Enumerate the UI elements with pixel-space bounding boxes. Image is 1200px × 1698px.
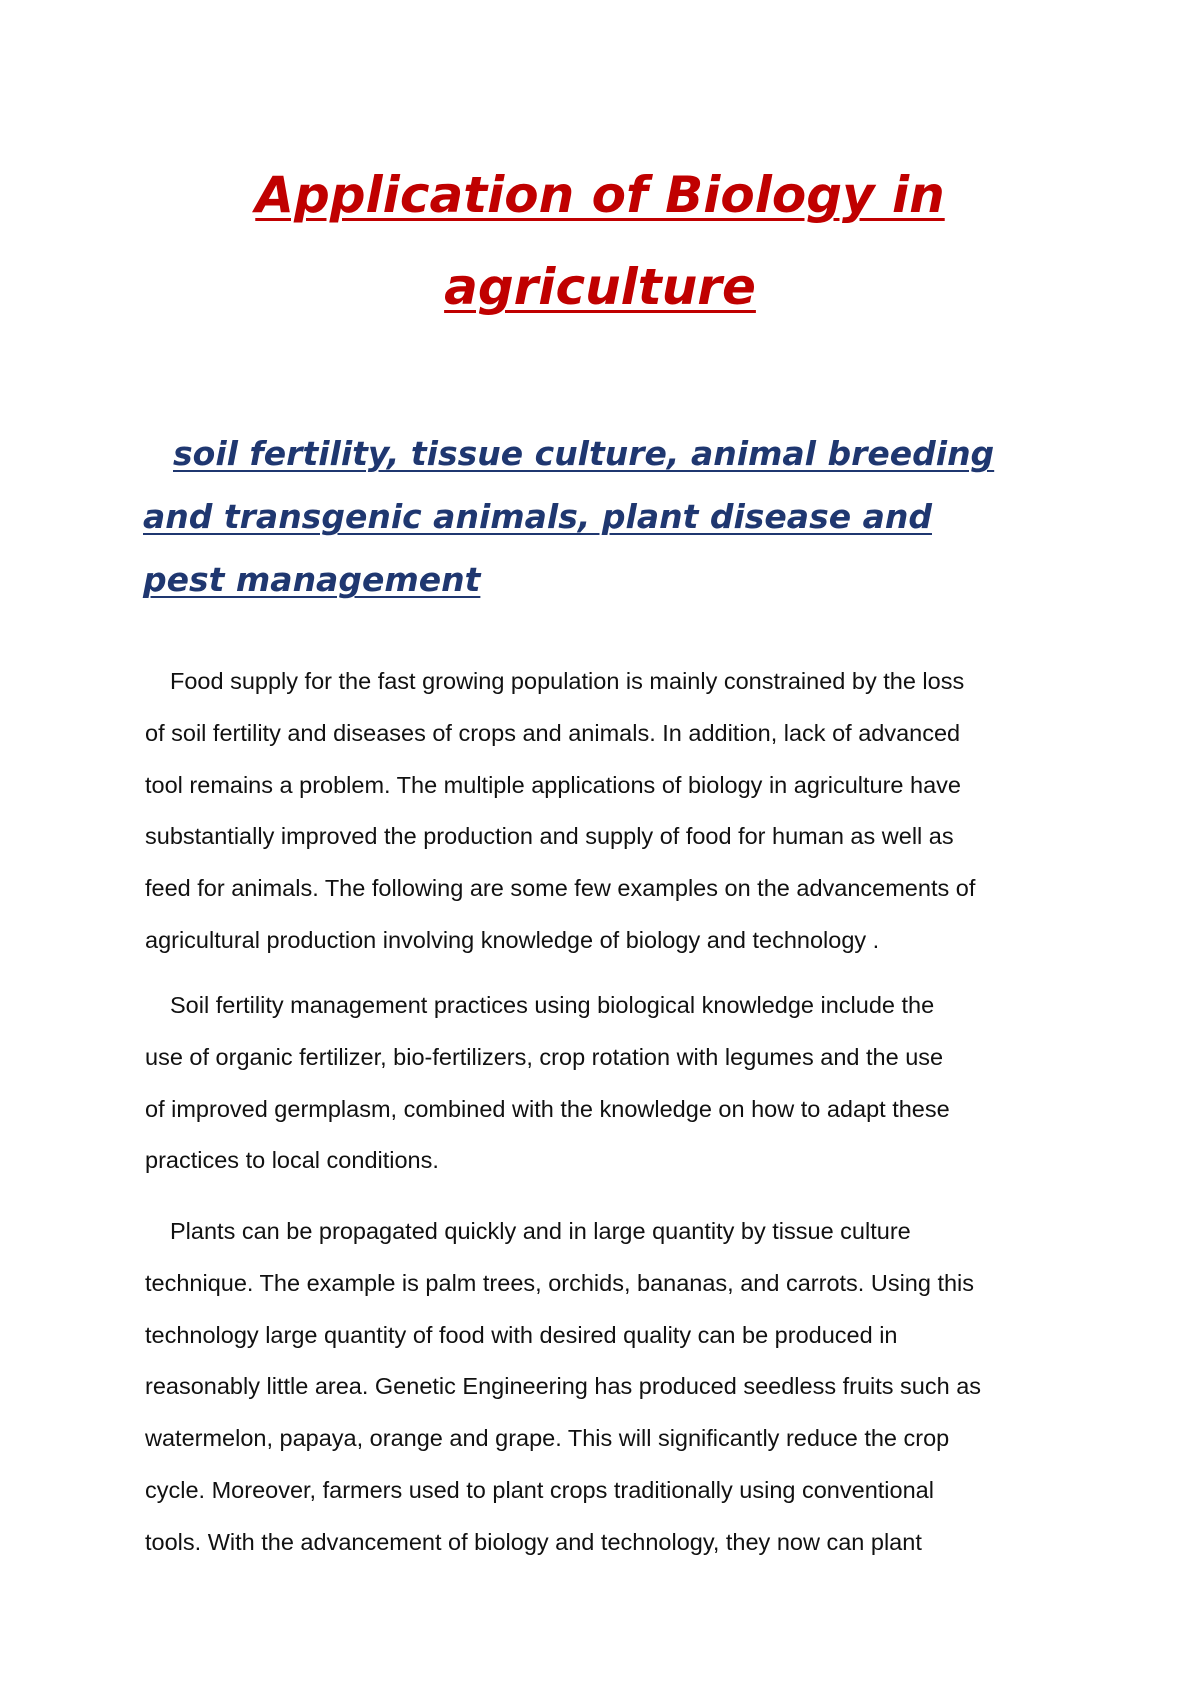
subtitle-line-2: and transgenic animals, plant disease and	[143, 497, 932, 536]
paragraph-line: feed for animals. The following are some few examples on the advancements of	[145, 875, 976, 902]
subtitle-line-3: pest management	[143, 560, 481, 599]
paragraph-line: technology large quantity of food with desired quality can be produced in	[145, 1321, 898, 1348]
paragraph-line: cycle. Moreover, farmers used to plant crops traditionally using conventional	[145, 1476, 934, 1503]
paragraph-line: substantially improved the production and supply of food for human as well as	[145, 823, 954, 850]
paragraph-line: tools. With the advancement of biology and technology, they now can plant	[145, 1528, 922, 1555]
paragraph-line: Soil fertility management practices using biological knowledge include the	[170, 992, 935, 1018]
paragraph-tissue-culture	[145, 1206, 1080, 1569]
paragraph-line: of improved germplasm, combined with the knowledge on how to adapt these	[145, 1095, 950, 1122]
page-title-line-1: Application of Biology in	[255, 166, 945, 224]
paragraph-line: watermelon, papaya, orange and grape. This will significantly reduce the crop	[145, 1425, 950, 1452]
paragraph-line: agricultural production involving knowledge of biology and technology .	[145, 926, 880, 953]
paragraph-line: use of organic fertilizer, bio-fertilizers, crop rotation with legumes and the use	[145, 1043, 944, 1070]
paragraph-line: technique. The example is palm trees, orchids, bananas, and carrots. Using this	[145, 1269, 975, 1296]
paragraph-line: tool remains a problem. The multiple applications of biology in agriculture have	[145, 771, 961, 798]
subtitle	[143, 422, 1063, 611]
paragraph-line: practices to local conditions.	[145, 1147, 439, 1174]
paragraph-soil-fertility	[145, 980, 1080, 1187]
subtitle-line-1: soil fertility, tissue culture, animal breeding	[173, 434, 995, 473]
paragraph-line: of soil fertility and diseases of crops and animals. In addition, lack of advanced	[145, 719, 961, 746]
paragraph-line: Plants can be propagated quickly and in large quantity by tissue culture	[170, 1218, 911, 1244]
paragraph-line: Food supply for the fast growing population is mainly constrained by the loss	[170, 668, 965, 694]
paragraph-line: reasonably little area. Genetic Engineering has produced seedless fruits such as	[145, 1373, 982, 1400]
page-title-line-2: agriculture	[444, 258, 756, 316]
paragraph-food-supply	[145, 656, 1080, 967]
